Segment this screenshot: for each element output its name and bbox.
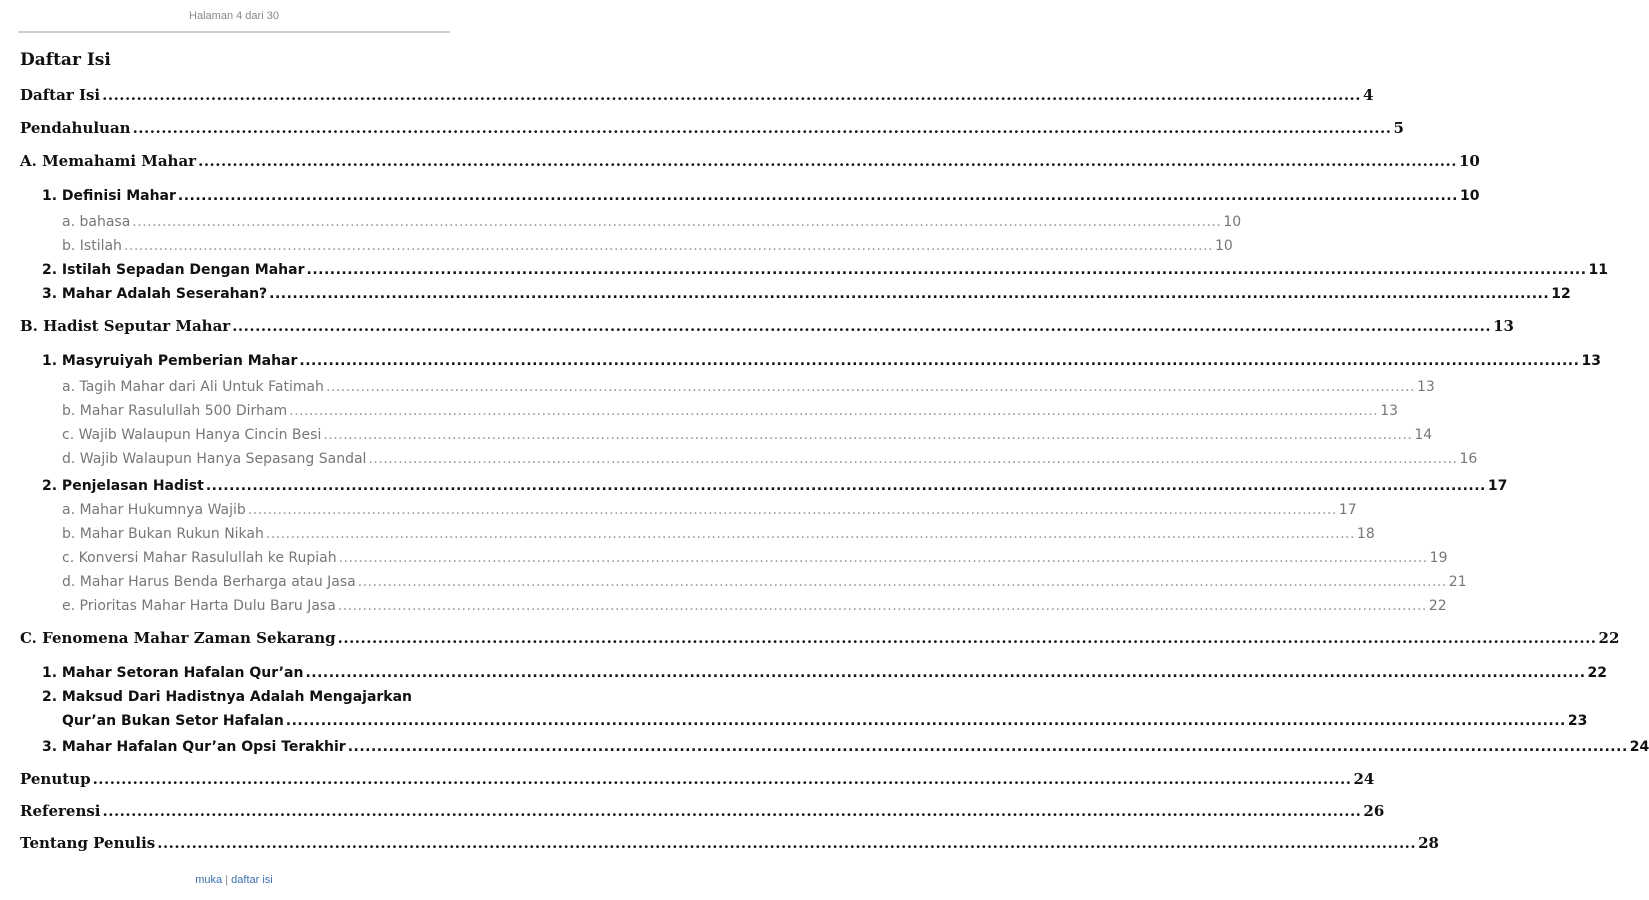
toc-entry-title: d. Mahar Harus Benda Berharga atau Jasa	[62, 574, 356, 590]
toc-entry-page: 12	[1551, 286, 1571, 302]
toc-leader-dots: ............................................................................................................................................................................................................................	[325, 379, 1415, 395]
toc-leader-dots: ............................................................................................................................................................................................................................	[132, 214, 1222, 230]
toc-entry-page: 24	[1353, 770, 1375, 788]
toc-entry-page: 26	[1363, 802, 1385, 820]
toc-entry-title: d. Wajib Walaupun Hanya Sepasang Sandal	[62, 451, 367, 467]
toc-entry-page: 11	[1588, 262, 1609, 278]
toc-entry[interactable]	[62, 713, 1588, 737]
toc-entry[interactable]	[42, 262, 1609, 286]
toc-entry-title: 1. Masyruiyah Pemberian Mahar	[42, 353, 298, 369]
toc-entry[interactable]	[62, 238, 1233, 262]
toc-entry[interactable]	[42, 665, 1607, 689]
toc-leader-dots: ............................................................................................................................................................................................................................	[232, 317, 1492, 335]
toc-entry[interactable]	[20, 86, 1374, 110]
toc-leader-dots: ............................................................................................................................................................................................................................	[357, 574, 1447, 590]
toc-entry-page: 24	[1629, 739, 1649, 755]
toc-entry[interactable]	[62, 427, 1433, 451]
toc-entry-title: 3. Mahar Adalah Seserahan?	[42, 286, 268, 302]
toc-entry-title: 2. Maksud Dari Hadistnya Adalah Mengajarkan	[42, 689, 413, 705]
toc-leader-dots: ............................................................................................................................................................................................................................	[102, 86, 1362, 104]
toc-entry-title: 1. Definisi Mahar	[42, 188, 176, 204]
toc-entry-title: B. Hadist Seputar Mahar	[20, 317, 231, 335]
toc-entry-page: 10	[1458, 152, 1480, 170]
toc-entry[interactable]	[42, 478, 1508, 502]
toc-entry-title: a. Tagih Mahar dari Ali Untuk Fatimah	[62, 379, 324, 395]
toc-entry-page: 17	[1338, 502, 1357, 518]
toc-entry-title: b. Istilah	[62, 238, 122, 254]
toc-entry-title: b. Mahar Bukan Rukun Nikah	[62, 526, 264, 542]
toc-entry-page: 18	[1356, 526, 1375, 542]
header-divider	[18, 31, 450, 33]
footer-nav	[0, 874, 468, 886]
toc-entry-page: 22	[1598, 629, 1620, 647]
toc-entry[interactable]	[42, 689, 448, 713]
toc-entry-page: 28	[1418, 834, 1439, 852]
toc-leader-dots: ............................................................................................................................................................................................................................	[347, 739, 1628, 755]
toc-entry-page: 13	[1581, 353, 1601, 369]
toc-leader-dots: ............................................................................................................................................................................................................................	[338, 550, 1428, 566]
toc-entry[interactable]	[20, 770, 1375, 794]
toc-leader-dots: ............................................................................................................................................................................................................................	[323, 427, 1413, 443]
toc-entry-page: 16	[1459, 451, 1478, 467]
toc-entry[interactable]	[20, 629, 1620, 653]
toc-leader-dots: ............................................................................................................................................................................................................................	[337, 598, 1427, 614]
toc-entry[interactable]	[42, 286, 1571, 310]
toc-entry-page: 14	[1414, 427, 1433, 443]
toc-entry-title: c. Konversi Mahar Rasulullah ke Rupiah	[62, 550, 337, 566]
toc-entry[interactable]	[20, 802, 1385, 826]
document-title: Daftar Isi	[20, 50, 111, 70]
toc-leader-dots: ............................................................................................................................................................................................................................	[285, 713, 1566, 729]
toc-leader-dots: ............................................................................................................................................................................................................................	[265, 526, 1355, 542]
toc-entry[interactable]	[20, 152, 1480, 176]
toc-entry-title: A. Memahami Mahar	[20, 152, 197, 170]
toc-link[interactable]: daftar isi	[231, 874, 273, 886]
toc-entry-title: c. Wajib Walaupun Hanya Cincin Besi	[62, 427, 322, 443]
toc-entry[interactable]	[62, 598, 1447, 622]
toc-entry[interactable]	[62, 526, 1375, 550]
toc-entry[interactable]	[20, 119, 1404, 143]
toc-entry[interactable]	[20, 834, 1439, 858]
toc-entry[interactable]	[20, 317, 1514, 341]
toc-leader-dots: ............................................................................................................................................................................................................................	[299, 353, 1580, 369]
toc-leader-dots: ............................................................................................................................................................................................................................	[269, 286, 1550, 302]
toc-entry-page: 10	[1223, 214, 1242, 230]
toc-entry-page: 5	[1393, 119, 1404, 137]
toc-entry[interactable]	[62, 403, 1399, 427]
toc-entry-title: e. Prioritas Mahar Harta Dulu Baru Jasa	[62, 598, 336, 614]
toc-entry-title: 1. Mahar Setoran Hafalan Qur’an	[42, 665, 304, 681]
toc-leader-dots: ............................................................................................................................................................................................................................	[205, 478, 1486, 494]
footer-separator: |	[225, 874, 229, 886]
toc-entry-title: C. Fenomena Mahar Zaman Sekarang	[20, 629, 336, 647]
toc-leader-dots: ............................................................................................................................................................................................................................	[123, 238, 1213, 254]
toc-entry-title: a. bahasa	[62, 214, 131, 230]
home-link[interactable]: muka	[195, 874, 223, 886]
toc-leader-dots: ............................................................................................................................................................................................................................	[177, 188, 1458, 204]
toc-entry-page: 21	[1448, 574, 1467, 590]
toc-entry-page: 19	[1429, 550, 1448, 566]
toc-entry[interactable]	[62, 502, 1357, 526]
toc-entry-title: b. Mahar Rasulullah 500 Dirham	[62, 403, 288, 419]
toc-entry-page: 10	[1459, 188, 1480, 204]
toc-entry-page: 13	[1416, 379, 1435, 395]
toc-entry-title: 2. Penjelasan Hadist	[42, 478, 204, 494]
toc-entry[interactable]	[62, 214, 1242, 238]
toc-entry-title: Daftar Isi	[20, 86, 101, 104]
toc-entry-title: Penutup	[20, 770, 91, 788]
toc-leader-dots: ............................................................................................................................................................................................................................	[368, 451, 1458, 467]
toc-leader-dots: ............................................................................................................................................................................................................................	[132, 119, 1392, 137]
toc-entry[interactable]	[62, 451, 1478, 475]
toc-entry-title: 3. Mahar Hafalan Qur’an Opsi Terakhir	[42, 739, 346, 755]
toc-entry-page: 22	[1587, 665, 1607, 681]
toc-entry-page: 17	[1487, 478, 1508, 494]
toc-entry[interactable]	[42, 188, 1480, 212]
page-indicator: Halaman 4 dari 30	[189, 10, 279, 22]
toc-entry[interactable]	[62, 550, 1448, 574]
toc-leader-dots: ............................................................................................................................................................................................................................	[305, 665, 1586, 681]
toc-entry-page: 13	[1380, 403, 1399, 419]
toc-entry-page: 13	[1493, 317, 1514, 335]
toc-entry-page: 4	[1363, 86, 1374, 104]
toc-entry-title: Referensi	[20, 802, 101, 820]
toc-entry[interactable]	[62, 379, 1435, 403]
toc-leader-dots: ............................................................................................................................................................................................................................	[198, 152, 1457, 170]
toc-leader-dots: ............................................................................................................................................................................................................................	[92, 770, 1352, 788]
toc-leader-dots: ............................................................................................................................................................................................................................	[247, 502, 1337, 518]
toc-entry[interactable]	[42, 739, 1649, 763]
toc-entry-title: a. Mahar Hukumnya Wajib	[62, 502, 246, 518]
toc-leader-dots: ............................................................................................................................................................................................................................	[157, 834, 1417, 852]
toc-leader-dots: ............................................................................................................................................................................................................................	[337, 629, 1597, 647]
toc-leader-dots: ............................................................................................................................................................................................................................	[289, 403, 1379, 419]
toc-entry-page: 10	[1214, 238, 1233, 254]
toc-entry-page: 23	[1567, 713, 1588, 729]
toc-entry[interactable]	[62, 574, 1467, 598]
toc-leader-dots: ............................................................................................................................................................................................................................	[102, 802, 1362, 820]
toc-entry-page: 22	[1428, 598, 1447, 614]
toc-entry-title: Pendahuluan	[20, 119, 131, 137]
toc-entry-title: Qur’an Bukan Setor Hafalan	[62, 713, 284, 729]
toc-entry[interactable]	[42, 353, 1601, 377]
toc-entry-title: Tentang Penulis	[20, 834, 156, 852]
toc-entry-title: 2. Istilah Sepadan Dengan Mahar	[42, 262, 305, 278]
toc-leader-dots: ............................................................................................................................................................................................................................	[306, 262, 1587, 278]
